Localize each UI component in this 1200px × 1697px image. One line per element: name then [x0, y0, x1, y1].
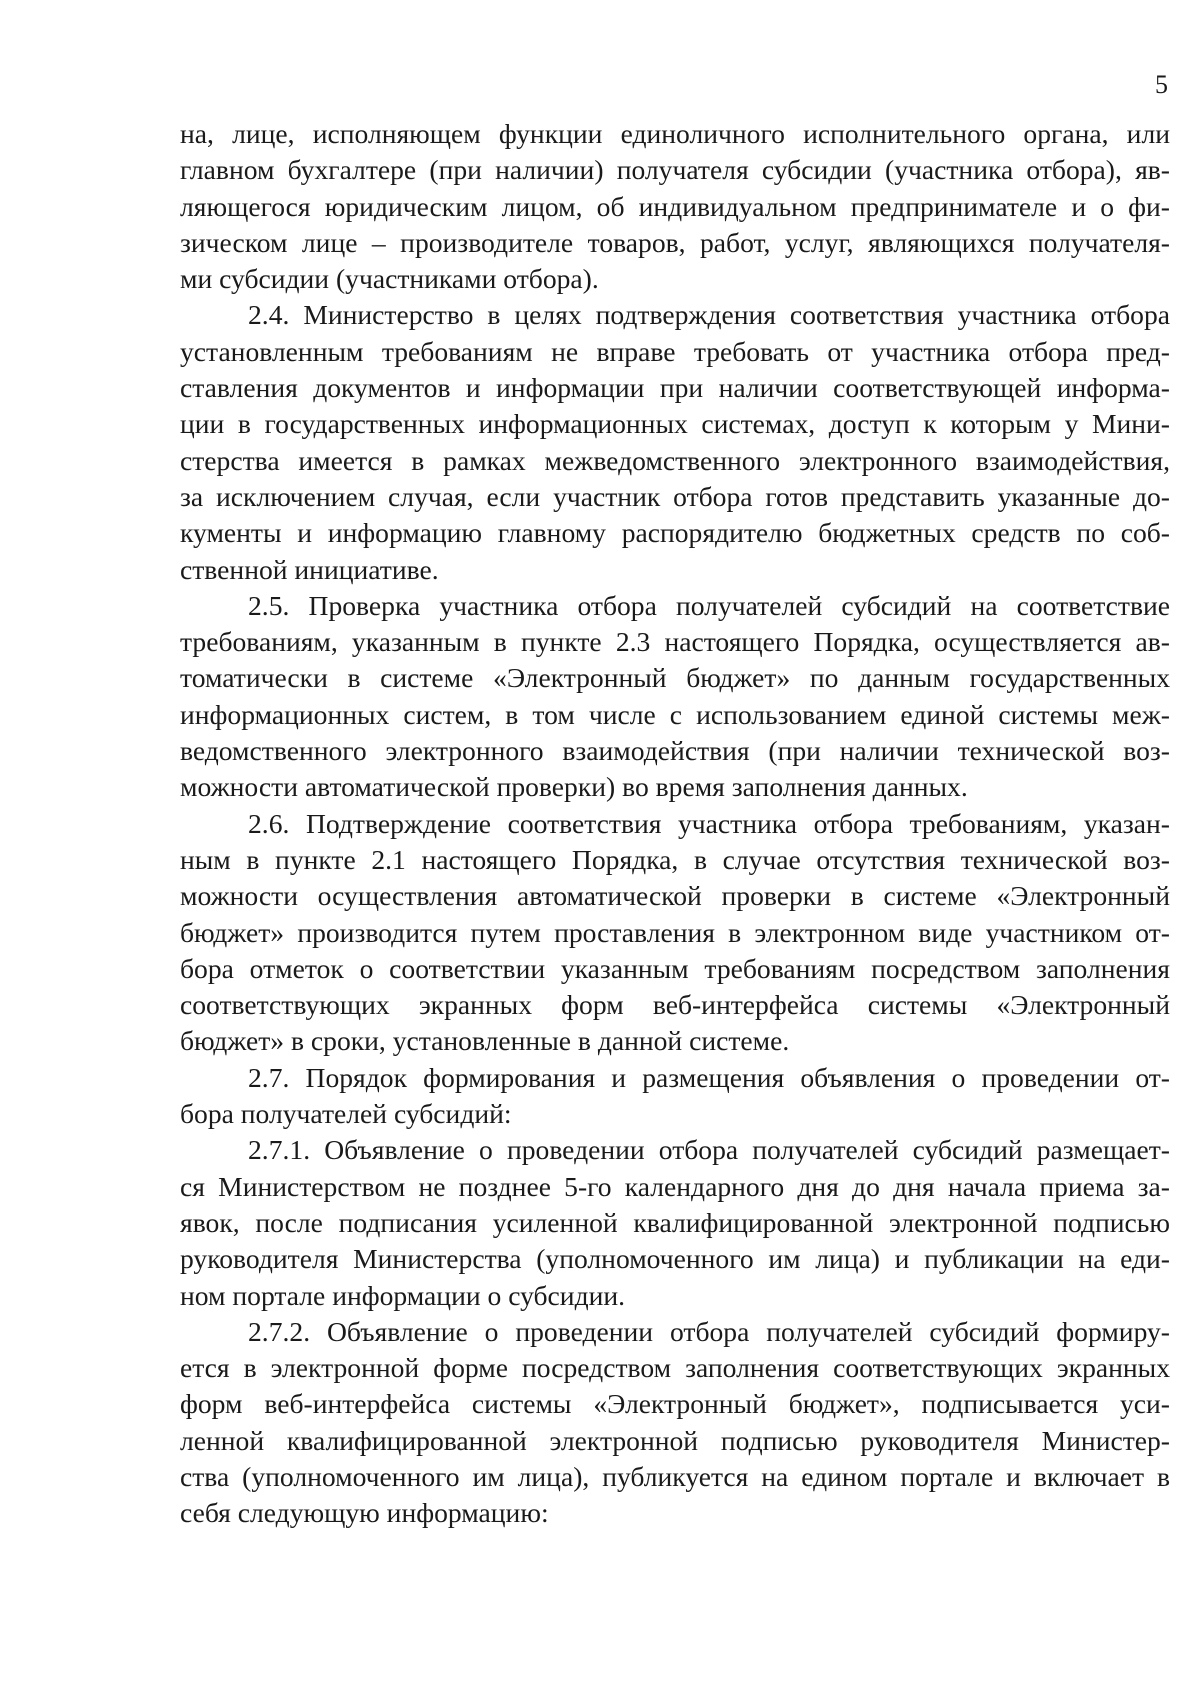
text-line: зическом лице – производителе товаров, работ, услуг, являющихся получателя- [180, 226, 1170, 258]
paragraph [180, 297, 1170, 587]
text-line: 2.6. Подтверждение соответствия участника отбора требованиям, указан- [248, 807, 1170, 839]
paragraph [180, 1132, 1170, 1313]
paragraph [180, 1314, 1170, 1532]
text-line: ми субсидии (участниками отбора). [180, 263, 599, 295]
text-line: соответствующих экранных форм веб-интерфейса системы «Электронный [180, 989, 1170, 1021]
text-line: томатически в системе «Электронный бюджет» по данным государственных [180, 662, 1170, 694]
text-line: на, лице, исполняющем функции единоличного исполнительного органа, или [180, 118, 1170, 149]
text-line: ным в пункте 2.1 настоящего Порядка, в случае отсутствия технической воз- [180, 843, 1170, 875]
text-line: ся Министерством не позднее 5-го календарного дня до дня начала приема за- [180, 1170, 1170, 1202]
text-line: бора отметок о соответствии указанным требованиям посредством заполнения [180, 952, 1170, 984]
text-line: руководителя Министерства (уполномоченного им лица) и публикации на еди- [180, 1243, 1170, 1275]
text-line: ции в государственных информационных системах, доступ к которым у Мини- [180, 408, 1170, 440]
paragraph [180, 806, 1170, 1060]
text-line: бора получателей субсидий: [180, 1098, 512, 1130]
text-line: явок, после подписания усиленной квалифицированной электронной подписью [180, 1206, 1170, 1238]
text-line: 2.7.2. Объявление о проведении отбора получателей субсидий формиру- [248, 1315, 1170, 1347]
text-line: себя следующую информацию: [180, 1497, 549, 1529]
page-number: 5 [1155, 70, 1168, 99]
text-line: ется в электронной форме посредством заполнения соответствующих экранных [180, 1352, 1170, 1384]
text-line: ляющегося юридическим лицом, об индивидуальном предпринимателе и о фи- [180, 190, 1170, 222]
document-body [180, 116, 1170, 1532]
text-line: ведомственного электронного взаимодействия (при наличии технической воз- [180, 735, 1170, 767]
text-line: стерства имеется в рамках межведомственного электронного взаимодействия, [180, 444, 1170, 476]
text-line: главном бухгалтере (при наличии) получателя субсидии (участника отбора), яв- [180, 154, 1170, 186]
text-line: ственной инициативе. [180, 553, 439, 585]
text-line: форм веб-интерфейса системы «Электронный бюджет», подписывается уси- [180, 1388, 1170, 1420]
text-line: можности осуществления автоматической проверки в системе «Электронный [180, 880, 1170, 912]
text-line: 2.5. Проверка участника отбора получателей субсидий на соответствие [248, 589, 1170, 621]
text-line: ном портале информации о субсидии. [180, 1279, 626, 1311]
text-line: ленной квалифицированной электронной подписью руководителя Министер- [180, 1424, 1170, 1456]
text-line: можности автоматической проверки) во время заполнения данных. [180, 771, 968, 803]
text-line: установленным требованиям не вправе требовать от участника отбора пред- [180, 335, 1170, 367]
paragraph [180, 116, 1170, 297]
text-line: за исключением случая, если участник отбора готов представить указанные до- [180, 480, 1170, 512]
text-line: 2.7. Порядок формирования и размещения объявления о проведении от- [248, 1061, 1170, 1093]
text-line: бюджет» производится путем проставления в электронном виде участником от- [180, 916, 1170, 948]
paragraph [180, 588, 1170, 806]
text-line: требованиям, указанным в пункте 2.3 настоящего Порядка, осуществляется ав- [180, 626, 1170, 658]
text-line: кументы и информацию главному распорядителю бюджетных средств по соб- [180, 517, 1170, 549]
text-line: ства (уполномоченного им лица), публикуется на едином портале и включает в [180, 1460, 1170, 1492]
text-line: 2.4. Министерство в целях подтверждения соответствия участника отбора [248, 299, 1170, 331]
text-line: ставления документов и информации при наличии соответствующей информа- [180, 372, 1170, 404]
text-line: информационных систем, в том числе с использованием единой системы меж- [180, 698, 1170, 730]
text-line: бюджет» в сроки, установленные в данной системе. [180, 1025, 790, 1057]
text-line: 2.7.1. Объявление о проведении отбора получателей субсидий размещает- [248, 1134, 1170, 1166]
paragraph [180, 1060, 1170, 1133]
